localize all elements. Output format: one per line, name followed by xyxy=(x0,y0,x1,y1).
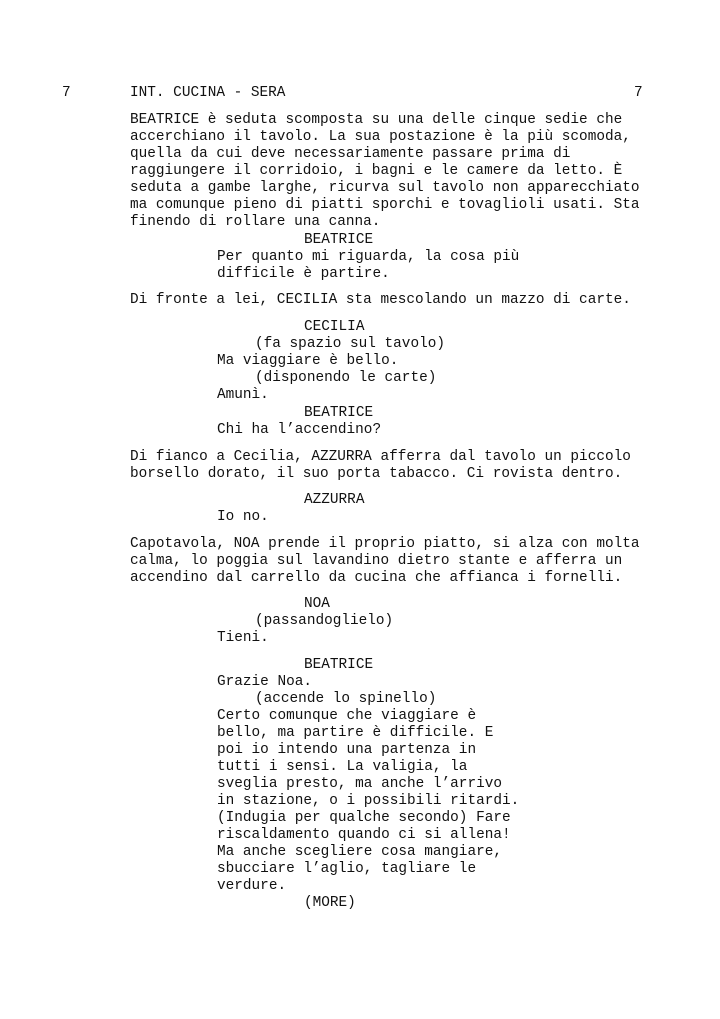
dialogue-line: Per quanto mi riguarda, la cosa più xyxy=(217,249,520,265)
dialogue-line: difficile è partire. xyxy=(217,266,390,282)
dialogue-line: bello, ma partire è difficile. E xyxy=(217,725,494,741)
action-line: finendo di rollare una canna. xyxy=(130,214,381,230)
dialogue-line: Ma viaggiare è bello. xyxy=(217,353,399,369)
dialogue-line: Tieni. xyxy=(217,630,269,646)
action-line: Di fianco a Cecilia, AZZURRA afferra dal tavolo un piccolo xyxy=(130,449,631,465)
scene-number-left: 7 xyxy=(62,85,71,101)
character-name: BEATRICE xyxy=(304,657,374,673)
dialogue-line: Grazie Noa. xyxy=(217,674,312,690)
dialogue-line: Ma anche scegliere cosa mangiare, xyxy=(217,844,502,860)
dialogue-line: Io no. xyxy=(217,509,269,525)
action-line: ma comunque pieno di piatti sporchi e tovaglioli usati. Sta xyxy=(130,197,640,213)
dialogue-line: verdure. xyxy=(217,878,287,894)
action-line: accerchiano il tavolo. La sua postazione è la più scomoda, xyxy=(130,129,631,145)
action-line: accendino dal carrello da cucina che affianca i fornelli. xyxy=(130,570,623,586)
dialogue-line: Amunì. xyxy=(217,387,269,403)
dialogue-line: in stazione, o i possibili ritardi. xyxy=(217,793,520,809)
parenthetical: (fa spazio sul tavolo) xyxy=(255,336,445,352)
dialogue-line: tutti i sensi. La valigia, la xyxy=(217,759,468,775)
parenthetical: (accende lo spinello) xyxy=(255,691,437,707)
action-line: raggiungere il corridoio, i bagni e le camere da letto. È xyxy=(130,163,623,179)
parenthetical: (disponendo le carte) xyxy=(255,370,437,386)
action-line: Capotavola, NOA prende il proprio piatto, si alza con molta xyxy=(130,536,640,552)
action-line: borsello dorato, il suo porta tabacco. Ci rovista dentro. xyxy=(130,466,623,482)
scene-number-right: 7 xyxy=(634,85,643,101)
dialogue-line: sveglia presto, ma anche l’arrivo xyxy=(217,776,502,792)
character-name: BEATRICE xyxy=(304,232,374,248)
action-line: BEATRICE è seduta scomposta su una delle cinque sedie che xyxy=(130,112,623,128)
dialogue-line: (Indugia per qualche secondo) Fare xyxy=(217,810,511,826)
character-name: CECILIA xyxy=(304,319,365,335)
action-line: Di fronte a lei, CECILIA sta mescolando un mazzo di carte. xyxy=(130,292,631,308)
character-name: AZZURRA xyxy=(304,492,365,508)
character-name: BEATRICE xyxy=(304,405,374,421)
dialogue-line: Certo comunque che viaggiare è xyxy=(217,708,477,724)
parenthetical: (passandoglielo) xyxy=(255,613,394,629)
scene-heading: INT. CUCINA - SERA xyxy=(130,85,286,101)
dialogue-line: sbucciare l’aglio, tagliare le xyxy=(217,861,477,877)
action-line: quella da cui deve necessariamente passare prima di xyxy=(130,146,571,162)
dialogue-line: Chi ha l’accendino? xyxy=(217,422,382,438)
more-marker: (MORE) xyxy=(304,895,356,911)
dialogue-line: poi io intendo una partenza in xyxy=(217,742,477,758)
character-name: NOA xyxy=(304,596,330,612)
action-line: seduta a gambe larghe, ricurva sul tavolo non apparecchiato xyxy=(130,180,640,196)
dialogue-line: riscaldamento quando ci si allena! xyxy=(217,827,511,843)
action-line: calma, lo poggia sul lavandino dietro stante e afferra un xyxy=(130,553,623,569)
